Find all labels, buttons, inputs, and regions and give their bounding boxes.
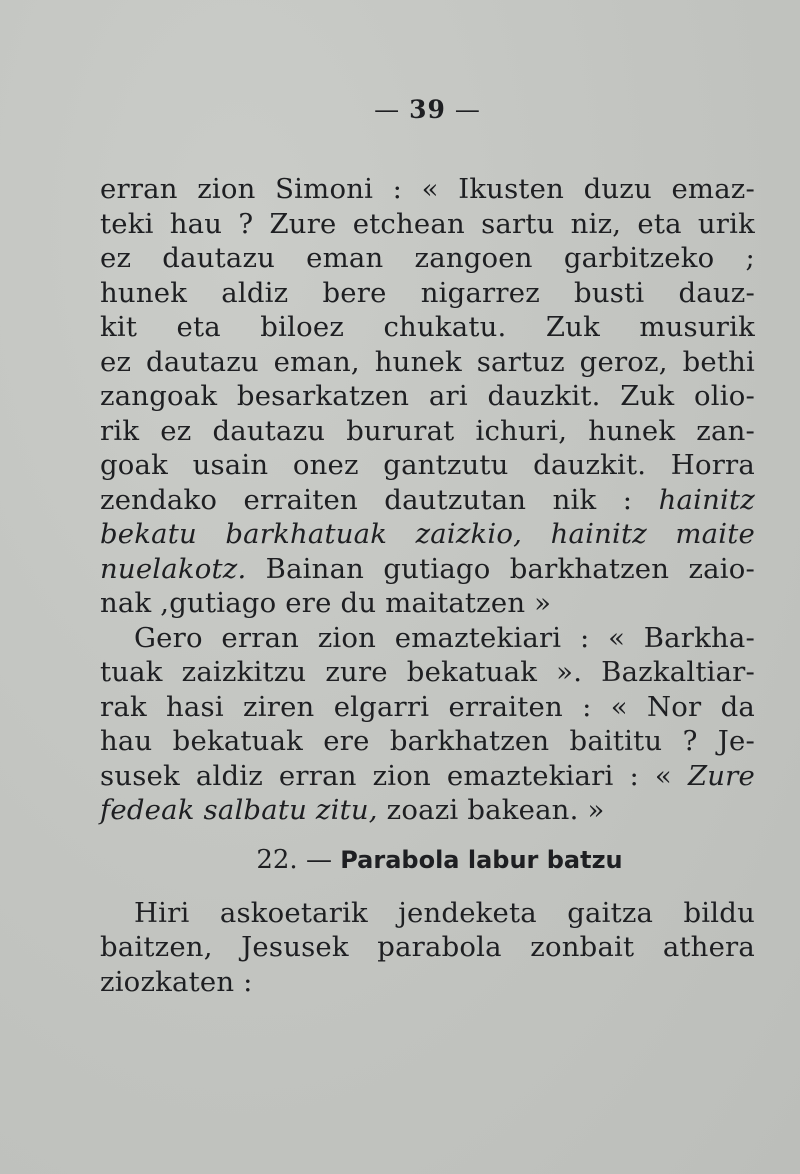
text-line: ez dautazu eman, hunek sartuz geroz, bethi	[100, 345, 755, 378]
text-line: Hiri askoetarik jendeketa gaitza bildu	[134, 896, 755, 929]
text-line	[100, 759, 755, 794]
text-line: ziozkaten :	[100, 965, 253, 998]
italic-text-run: hainitz	[658, 483, 755, 516]
section-number: 22.	[256, 844, 298, 875]
text-line: Gero erran zion emaztekiari : « Barkha-	[134, 621, 755, 654]
text-line: hunek aldiz bere nigarrez busti dauz-	[100, 276, 755, 309]
italic-text-run: fedeak salbatu zitu,	[100, 794, 378, 826]
text-line: teki hau ? Zure etchean sartu niz, eta urik	[100, 207, 755, 240]
section-heading	[100, 840, 755, 880]
text-run: zoazi bakean. »	[377, 794, 605, 826]
text-line: zangoak besarkatzen ari dauzkit. Zuk olio-	[100, 380, 755, 412]
text-line: tuak zaizkitzu zure bekatuak ». Bazkaltiar-	[100, 656, 755, 688]
italic-text-run: bekatu barkhatuak zaizkio, hainitz maite	[100, 518, 755, 550]
paragraph-2	[100, 621, 755, 828]
text-line	[100, 517, 755, 552]
section-dash: —	[305, 844, 332, 875]
text-line: baitzen, Jesusek parabola zonbait athera	[100, 931, 755, 963]
page-number-dash-right: —	[454, 95, 481, 124]
italic-text-run: Zure	[687, 759, 755, 792]
text-line: goak usain onez gantzutu dauzkit. Horra	[100, 449, 755, 481]
italic-text-run: nuelakotz.	[100, 552, 247, 585]
text-line: rik ez dautazu bururat ichuri, hunek zan-	[100, 414, 755, 447]
text-run: zendako erraiten dautzutan nik :	[100, 483, 633, 516]
text-line	[100, 793, 755, 828]
page-number-value: 39	[409, 95, 446, 124]
text-line: hau bekatuak ere barkhatzen baititu ? Je-	[100, 725, 755, 757]
section-title: Parabola labur batzu	[340, 845, 623, 874]
text-line: kit eta biloez chukatu. Zuk musurik	[100, 311, 755, 343]
book-page	[100, 90, 755, 999]
paragraph-3	[100, 896, 755, 1000]
text-run: Bainan gutiago barkhatzen zaio-	[246, 552, 755, 585]
page-number	[100, 90, 755, 130]
text-line: ez dautazu eman zangoen garbitzeko ;	[100, 242, 755, 274]
text-line: erran zion Simoni : « Ikusten duzu emaz-	[100, 173, 755, 205]
text-line: nak ,gutiago ere du maitatzen »	[100, 587, 552, 619]
page-number-dash-left: —	[374, 95, 401, 124]
text-run: susek aldiz erran zion emaztekiari : «	[100, 759, 672, 792]
text-line: rak hasi ziren elgarri erraiten : « Nor da	[100, 690, 755, 723]
text-line	[100, 483, 755, 518]
paragraph-1	[100, 172, 755, 621]
text-line	[100, 552, 755, 587]
